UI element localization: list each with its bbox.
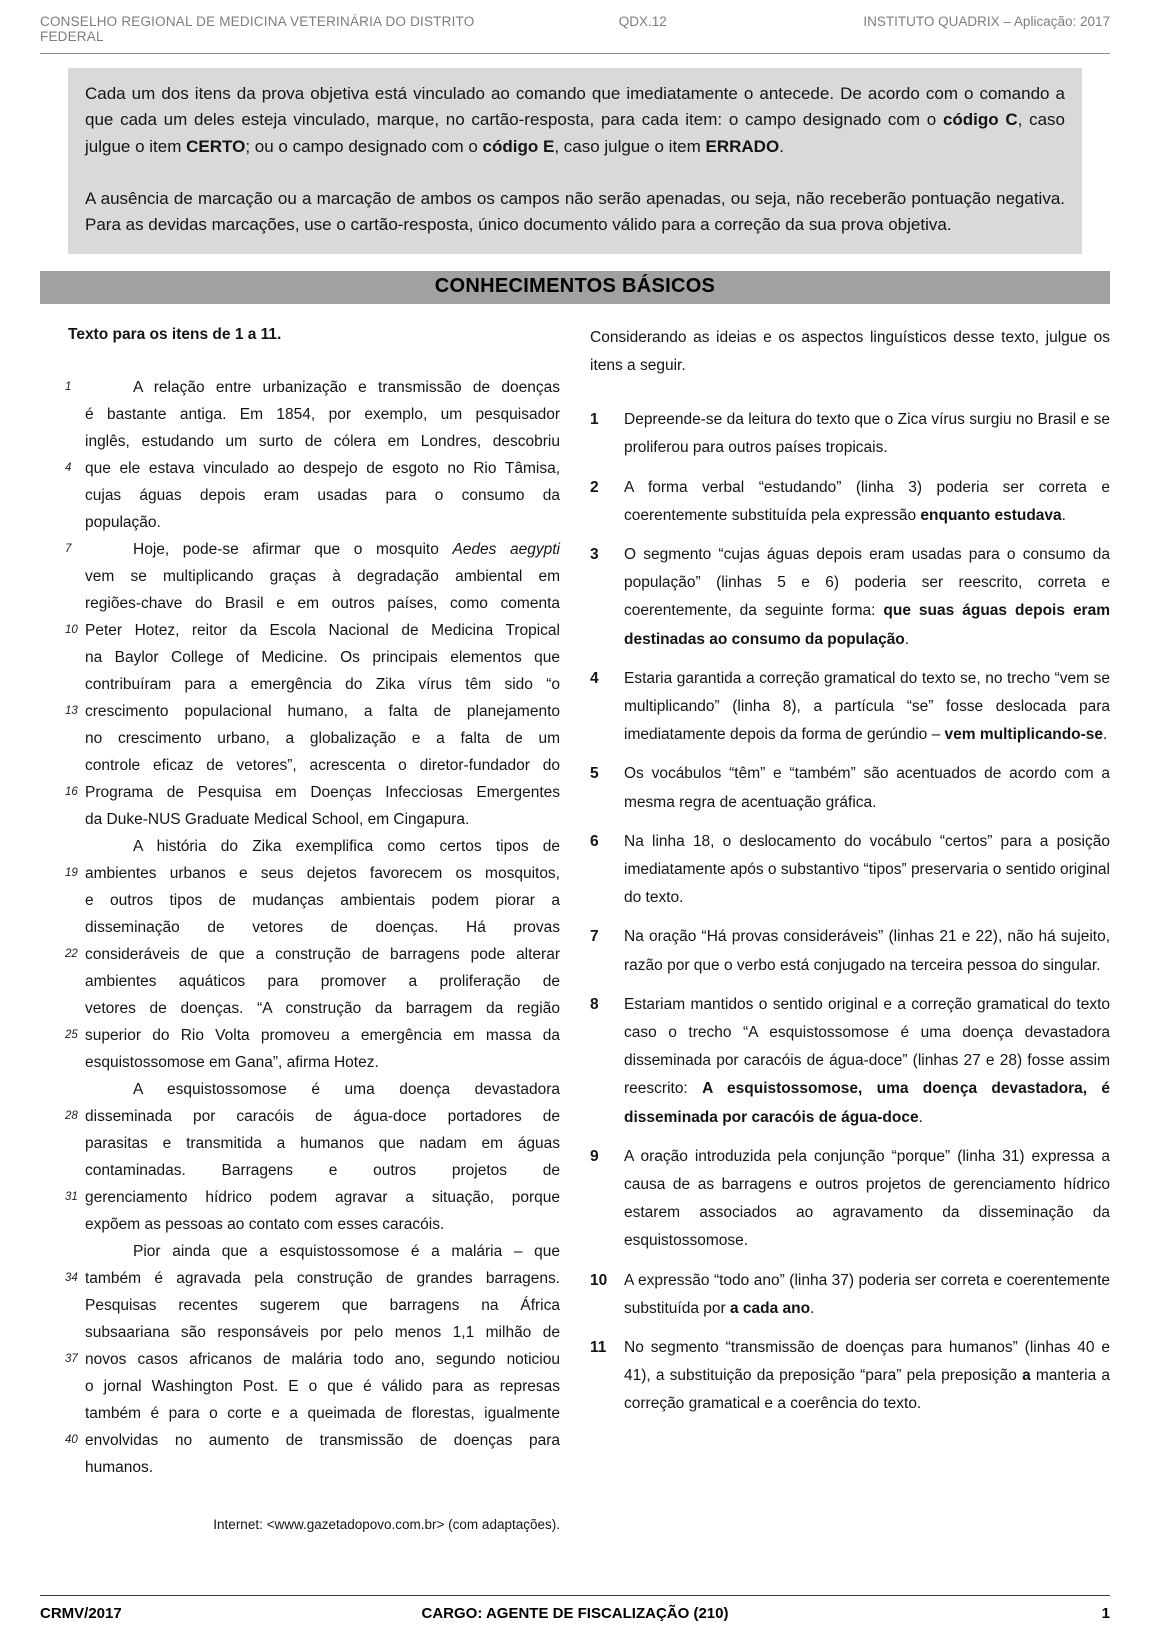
line-text: consideráveis de que a construção de barragens pode alterar bbox=[85, 945, 560, 963]
question-text: Na oração “Há provas consideráveis” (linhas 21 e 22), não há sujeito, razão por que o verbo está conjugado na terceira pessoa do singular. bbox=[624, 928, 1110, 974]
text-line bbox=[40, 1292, 560, 1319]
line-number bbox=[40, 1076, 85, 1103]
question-items bbox=[590, 406, 1110, 1419]
line-text: na Baylor College of Medicine. Os principais elementos que bbox=[85, 648, 560, 666]
left-column bbox=[40, 322, 560, 1532]
line-number bbox=[40, 725, 85, 752]
text-line bbox=[40, 1400, 560, 1427]
question-text: No segmento “transmissão de doenças para humanos” (linhas 40 e 41), a substituição da preposição “para” pela preposição a manteria a correção gramatical e a coerência do texto. bbox=[624, 1339, 1110, 1413]
line-text: ambientes aquáticos para promover a proliferação de bbox=[85, 972, 560, 990]
question-number: 2 bbox=[590, 478, 599, 496]
line-number: 7 bbox=[65, 542, 72, 555]
text-line bbox=[40, 1211, 560, 1238]
text-line bbox=[40, 1427, 560, 1454]
line-text: o jornal Washington Post. E o que é válido para as represas bbox=[85, 1377, 560, 1395]
question-item bbox=[590, 760, 1110, 816]
line-text: novos casos africanos de malária todo ano, segundo noticiou bbox=[85, 1350, 560, 1368]
line-number: 1 bbox=[65, 380, 72, 393]
line-number bbox=[40, 1049, 85, 1076]
instructions-paragraph-2: A ausência de marcação ou a marcação de ambos os campos não serão apenadas, ou seja, não receberão pontuação negativa. Para as devidas marcações, use o cartão-resposta, único documento válido para a correção da sua prova objetiva. bbox=[85, 189, 1065, 235]
line-number bbox=[40, 833, 85, 860]
question-number: 6 bbox=[590, 832, 599, 850]
question-number: 7 bbox=[590, 928, 599, 946]
text-line bbox=[40, 590, 560, 617]
line-number bbox=[40, 1292, 85, 1319]
text-line bbox=[40, 779, 560, 806]
section-title: CONHECIMENTOS BÁSICOS bbox=[434, 274, 716, 297]
line-text: humanos. bbox=[85, 1458, 154, 1476]
text-line bbox=[40, 698, 560, 725]
question-number: 3 bbox=[590, 545, 599, 563]
line-text: e outros tipos de mudanças ambientais podem piorar a bbox=[85, 891, 560, 909]
line-number bbox=[40, 428, 85, 455]
text-line bbox=[40, 1022, 560, 1049]
line-number bbox=[40, 887, 85, 914]
question-text: Os vocábulos “têm” e “também” são acentuados de acordo com a mesma regra de acentuação gráfica. bbox=[624, 765, 1110, 811]
line-text: também é para o corte e a queimada de florestas, igualmente bbox=[85, 1404, 560, 1422]
text-line bbox=[40, 1076, 560, 1103]
text-line bbox=[40, 536, 560, 563]
page-footer bbox=[40, 1595, 1110, 1622]
line-number: 22 bbox=[65, 947, 78, 960]
text-line bbox=[40, 482, 560, 509]
question-item bbox=[590, 828, 1110, 913]
line-text: disseminação de vetores de doenças. Há provas bbox=[85, 918, 560, 936]
question-text: A oração introduzida pela conjunção “porque” (linha 31) expressa a causa de as barragens e outros projetos de gerenciamento hídrico estarem associados ao agravamento da disseminação da esquistossomose. bbox=[624, 1147, 1110, 1250]
text-line bbox=[40, 968, 560, 995]
line-number bbox=[40, 1238, 85, 1265]
line-number bbox=[40, 806, 85, 833]
line-text: contribuíram para a emergência do Zika vírus têm sido “o bbox=[85, 675, 560, 693]
line-number bbox=[40, 1157, 85, 1184]
line-number bbox=[40, 563, 85, 590]
line-text: parasitas e transmitida a humanos que nadam em águas bbox=[85, 1134, 560, 1152]
footer-exam-label: CRMV/2017 bbox=[40, 1605, 122, 1622]
text-line bbox=[40, 1454, 560, 1481]
line-text: gerenciamento hídrico podem agravar a situação, porque bbox=[85, 1188, 560, 1206]
content-columns bbox=[40, 322, 1110, 1532]
question-text: Na linha 18, o deslocamento do vocábulo “certos” para a posição imediatamente após o substantivo “tipos” preservaria o sentido original do texto. bbox=[624, 832, 1110, 907]
line-number bbox=[40, 1319, 85, 1346]
text-line bbox=[40, 1346, 560, 1373]
header-institute: INSTITUTO QUADRIX – Aplicação: 2017 bbox=[863, 14, 1110, 29]
text-line bbox=[40, 1373, 560, 1400]
line-text: A relação entre urbanização e transmissão de doenças bbox=[133, 378, 560, 396]
text-line bbox=[40, 1238, 560, 1265]
line-number: 13 bbox=[65, 704, 78, 717]
line-number bbox=[40, 1373, 85, 1400]
line-number bbox=[40, 995, 85, 1022]
question-number: 11 bbox=[590, 1339, 607, 1357]
question-text: Estariam mantidos o sentido original e a correção gramatical do texto caso o trecho “A esquistossomose é uma doença devastadora disseminada por caracóis de água-doce” (linhas 27 e 28) fosse assim reescrito: A esquistossomose, uma doença devastadora, é disseminada por caracóis de água-doce. bbox=[624, 995, 1110, 1126]
text-line bbox=[40, 374, 560, 401]
question-item bbox=[590, 923, 1110, 979]
text-line bbox=[40, 1049, 560, 1076]
line-number bbox=[40, 671, 85, 698]
line-number: 25 bbox=[65, 1028, 78, 1041]
line-number: 10 bbox=[65, 623, 78, 636]
line-text: regiões-chave do Brasil e em outros países, como comenta bbox=[85, 594, 560, 612]
header-code: QDX.12 bbox=[618, 14, 667, 29]
question-number: 4 bbox=[590, 669, 599, 687]
question-item bbox=[590, 406, 1110, 462]
line-number bbox=[40, 590, 85, 617]
line-text: superior do Rio Volta promoveu a emergência em massa da bbox=[85, 1026, 560, 1044]
line-number bbox=[40, 914, 85, 941]
question-text: Depreende-se da leitura do texto que o Zica vírus surgiu no Brasil e se proliferou para outros países tropicais. bbox=[624, 411, 1110, 457]
text-source: Internet: <www.gazetadopovo.com.br> (com adaptações). bbox=[213, 1516, 560, 1532]
section-title-bar bbox=[40, 271, 1110, 304]
line-number bbox=[40, 401, 85, 428]
question-text: Estaria garantida a correção gramatical do texto se, no trecho “vem se multiplicando” (linha 8), a partícula “se” fosse deslocada para imediatamente depois da forma de gerúndio – vem multiplicando-se. bbox=[624, 669, 1110, 744]
text-line bbox=[40, 1265, 560, 1292]
question-item bbox=[590, 541, 1110, 654]
line-number bbox=[40, 509, 85, 536]
line-text: vetores de doenças. “A construção da barragem da região bbox=[85, 999, 560, 1017]
line-text: também é agravada pela construção de grandes barragens. bbox=[85, 1269, 560, 1287]
line-text: inglês, estudando um surto de cólera em Londres, descobriu bbox=[85, 432, 560, 450]
line-text: no crescimento urbano, a globalização e a falta de um bbox=[85, 729, 560, 747]
line-number: 19 bbox=[65, 866, 78, 879]
footer-page-number: 1 bbox=[1101, 1605, 1110, 1622]
line-text: expõem as pessoas ao contato com esses caracóis. bbox=[85, 1215, 445, 1233]
line-text: contaminadas. Barragens e outros projetos de bbox=[85, 1161, 560, 1179]
line-number: 40 bbox=[65, 1433, 78, 1446]
text-line bbox=[40, 941, 560, 968]
text-line bbox=[40, 806, 560, 833]
line-text: é bastante antiga. Em 1854, por exemplo, um pesquisador bbox=[85, 405, 560, 423]
line-text: Pesquisas recentes sugerem que barragens na África bbox=[85, 1296, 560, 1314]
line-text: da Duke-NUS Graduate Medical School, em Cingapura. bbox=[85, 810, 470, 828]
line-text: controle eficaz de vetores”, acrescenta o diretor-fundador do bbox=[85, 756, 560, 774]
line-text: ambientes urbanos e seus dejetos favorecem os mosquitos, bbox=[85, 864, 560, 882]
line-number bbox=[40, 1211, 85, 1238]
line-text: subsaariana são responsáveis por pelo menos 1,1 milhão de bbox=[85, 1323, 560, 1341]
text-line bbox=[40, 1319, 560, 1346]
instructions-box bbox=[68, 68, 1082, 254]
text-line bbox=[40, 914, 560, 941]
text-line bbox=[40, 455, 560, 482]
line-text: Programa de Pesquisa em Doenças Infecciosas Emergentes bbox=[85, 783, 560, 801]
text-line bbox=[40, 644, 560, 671]
line-text: Peter Hotez, reitor da Escola Nacional de Medicina Tropical bbox=[85, 621, 560, 639]
line-number: 31 bbox=[65, 1190, 78, 1203]
line-text: envolvidas no aumento de transmissão de doenças para bbox=[85, 1431, 560, 1449]
text-line bbox=[40, 725, 560, 752]
line-text: Pior ainda que a esquistossomose é a malária – que bbox=[133, 1242, 560, 1260]
text-lines bbox=[40, 374, 560, 1481]
line-text: esquistossomose em Gana”, afirma Hotez. bbox=[85, 1053, 379, 1071]
line-number bbox=[40, 752, 85, 779]
line-number bbox=[40, 1400, 85, 1427]
line-number: 34 bbox=[65, 1271, 78, 1284]
text-line bbox=[40, 617, 560, 644]
line-text: que ele estava vinculado ao despejo de esgoto no Rio Tâmisa, bbox=[85, 459, 560, 477]
line-text: cujas águas depois eram usadas para o consumo da bbox=[85, 486, 560, 504]
question-number: 10 bbox=[590, 1271, 608, 1289]
line-text: A história do Zika exemplifica como certos tipos de bbox=[133, 837, 560, 855]
text-line bbox=[40, 1184, 560, 1211]
text-line bbox=[40, 401, 560, 428]
right-column bbox=[590, 322, 1110, 1532]
header-divider bbox=[40, 53, 1110, 54]
line-number bbox=[40, 1454, 85, 1481]
text-line bbox=[40, 563, 560, 590]
text-line bbox=[40, 1157, 560, 1184]
line-number: 4 bbox=[65, 461, 72, 474]
text-line bbox=[40, 509, 560, 536]
line-text: disseminada por caracóis de água-doce portadores de bbox=[85, 1107, 560, 1125]
line-number bbox=[40, 1130, 85, 1157]
text-line bbox=[40, 995, 560, 1022]
line-number bbox=[40, 644, 85, 671]
question-item bbox=[590, 665, 1110, 750]
line-text: A esquistossomose é uma doença devastadora bbox=[133, 1080, 560, 1098]
question-item bbox=[590, 991, 1110, 1132]
question-number: 1 bbox=[590, 411, 599, 429]
question-number: 8 bbox=[590, 995, 599, 1013]
page-header bbox=[40, 10, 1110, 53]
question-text: A forma verbal “estudando” (linha 3) poderia ser correta e coerentemente substituída pela expressão enquanto estudava. bbox=[624, 478, 1110, 524]
footer-cargo-label: CARGO: AGENTE DE FISCALIZAÇÃO (210) bbox=[421, 1605, 729, 1622]
line-number bbox=[40, 968, 85, 995]
line-number bbox=[40, 482, 85, 509]
text-line bbox=[40, 887, 560, 914]
text-intro: Texto para os itens de 1 a 11. bbox=[68, 325, 282, 343]
question-item bbox=[590, 1267, 1110, 1323]
text-line bbox=[40, 833, 560, 860]
question-number: 9 bbox=[590, 1147, 599, 1165]
line-number: 28 bbox=[65, 1109, 78, 1122]
text-line bbox=[40, 860, 560, 887]
question-item bbox=[590, 1334, 1110, 1419]
text-line bbox=[40, 1103, 560, 1130]
question-command: Considerando as ideias e os aspectos linguísticos desse texto, julgue os itens a seguir. bbox=[590, 328, 1110, 374]
line-number: 16 bbox=[65, 785, 78, 798]
text-line bbox=[40, 752, 560, 779]
question-number: 5 bbox=[590, 765, 599, 783]
question-text: O segmento “cujas águas depois eram usadas para o consumo da população” (linhas 5 e 6) poderia ser reescrito, correta e coerentemente, da seguinte forma: que suas águas depois eram destinadas ao consumo da população. bbox=[624, 545, 1110, 648]
header-institution: CONSELHO REGIONAL DE MEDICINA VETERINÁRIA DO DISTRITO FEDERAL bbox=[40, 14, 475, 44]
line-text: Hoje, pode-se afirmar que o mosquito Aedes aegypti bbox=[133, 540, 560, 558]
line-text: vem se multiplicando graças à degradação ambiental em bbox=[85, 567, 560, 585]
line-text: população. bbox=[85, 513, 161, 531]
line-number: 37 bbox=[65, 1352, 78, 1365]
line-text: crescimento populacional humano, a falta de planejamento bbox=[85, 702, 560, 720]
question-text: A expressão “todo ano” (linha 37) poderia ser correta e coerentemente substituída por a cada ano. bbox=[624, 1271, 1110, 1317]
text-line bbox=[40, 428, 560, 455]
text-line bbox=[40, 1130, 560, 1157]
text-line bbox=[40, 671, 560, 698]
question-item bbox=[590, 1143, 1110, 1256]
instructions-paragraph-1: Cada um dos itens da prova objetiva está vinculado ao comando que imediatamente o antecede. De acordo com o comando a que cada um deles esteja vinculado, marque, no cartão-resposta, para cada item: o campo designado com o código C, caso julgue o item CERTO; ou o campo designado com o código E, caso julgue o item ERRADO. bbox=[85, 84, 1066, 156]
question-item bbox=[590, 474, 1110, 530]
